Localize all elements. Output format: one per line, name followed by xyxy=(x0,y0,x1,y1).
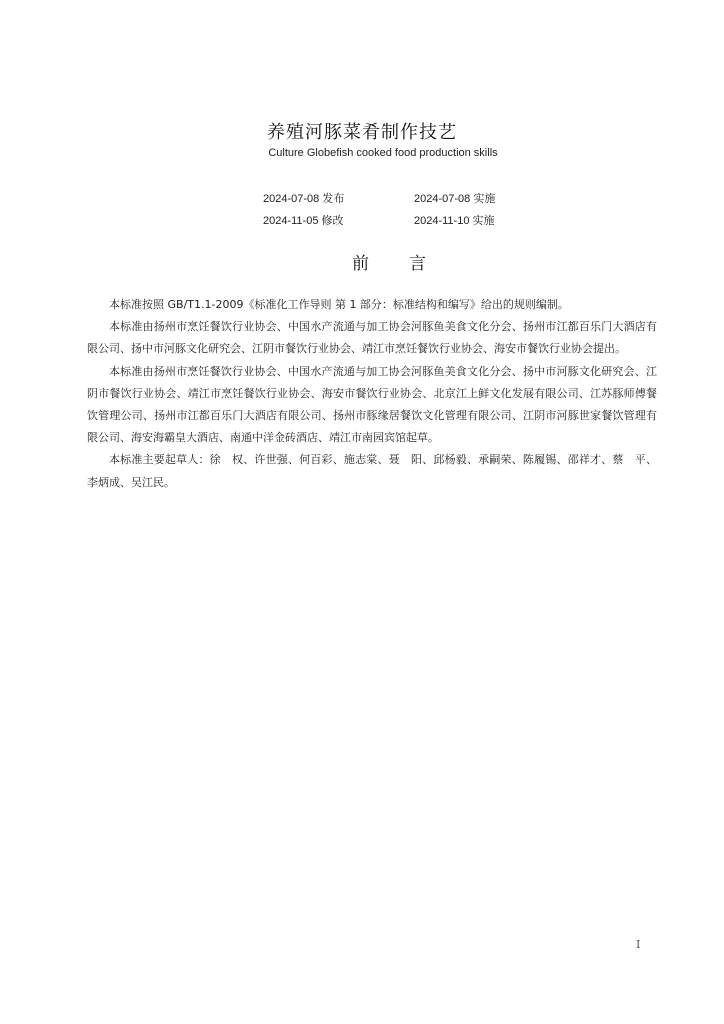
dates-block xyxy=(263,190,563,234)
document-subtitle: Culture Globefish cooked food production skills xyxy=(268,147,498,159)
paragraph-drafting-units: 本标准由扬州市烹饪餐饮行业协会、中国水产流通与加工协会河豚鱼美食文化分会、扬中市河豚文化研究会、江阴市餐饮行业协会、靖江市烹饪餐饮行业协会、海安市餐饮行业协会、北京江上鲜文化发展有限公司、江苏豚师傅餐饮管理公司、扬州市江都百乐门大酒店有限公司、扬州市豚缘居餐饮文化管理有限公司、江阴市河豚世家餐饮管理有限公司、海安海霸皇大酒店、南通中洋金砖酒店、靖江市南园宾馆起草。 xyxy=(87,364,657,445)
document-title: 养殖河豚菜肴制作技艺 xyxy=(267,122,457,143)
foreword-body xyxy=(87,294,657,494)
foreword-char-1: 前 xyxy=(352,254,369,274)
date-row-2 xyxy=(263,212,563,234)
revised-implemented-date: 2024-11-10 实施 xyxy=(414,215,495,227)
page-number: I xyxy=(636,938,641,951)
paragraph-proposers: 本标准由扬州市烹饪餐饮行业协会、中国水产流通与加工协会河豚鱼美食文化分会、扬州市江都百乐门大酒店有限公司、扬中市河豚文化研究会、江阴市餐饮行业协会、靖江市烹饪餐饮行业协会、海安市餐饮行业协会提出。 xyxy=(87,320,657,356)
published-date: 2024-07-08 发布 xyxy=(263,193,345,205)
paragraph-main-drafters: 本标准主要起草人：徐 权、许世强、何百彩、施志棠、聂 阳、邱杨毅、承嗣荣、陈履锡、邵祥才、蔡 平、李炳成、吴江民。 xyxy=(87,453,657,489)
modified-date: 2024-11-05 修改 xyxy=(263,215,344,227)
foreword-char-2: 言 xyxy=(409,254,426,274)
foreword-heading xyxy=(352,249,426,274)
paragraph-drafting-rules: 本标准按照 GB/T1.1-2009《标准化工作导则 第 1 部分：标准结构和编写》给出的规则编制。 xyxy=(109,298,569,311)
implemented-date: 2024-07-08 实施 xyxy=(414,193,496,205)
date-row-1 xyxy=(263,190,563,212)
